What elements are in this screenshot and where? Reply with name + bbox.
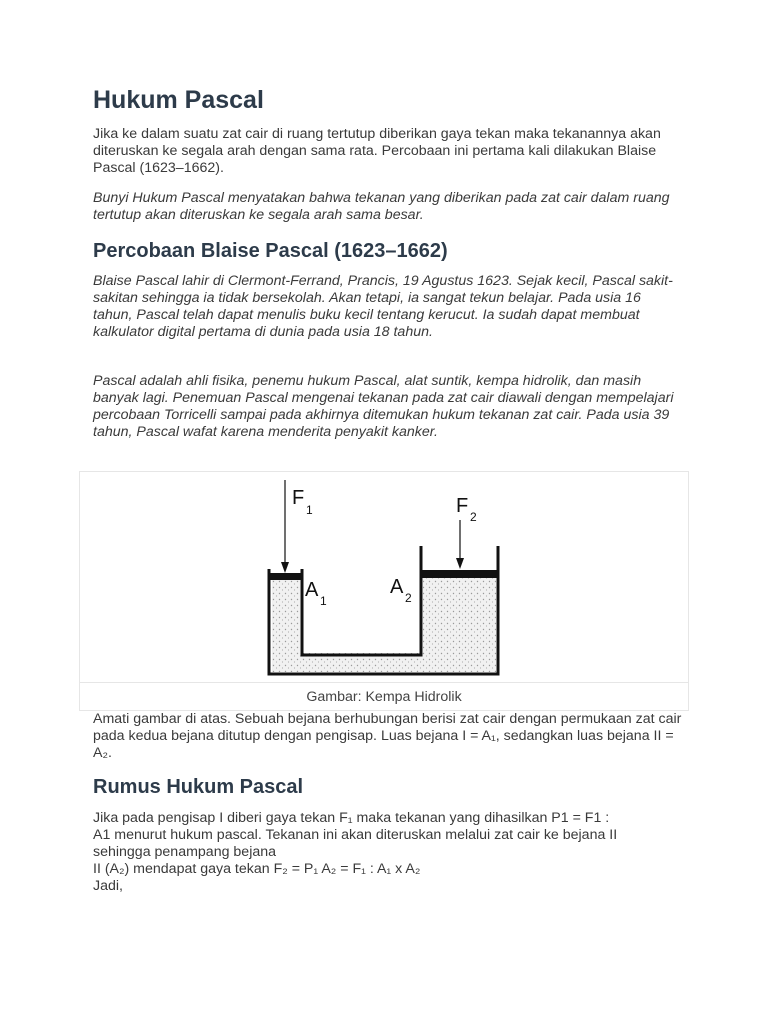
arrow-f1-head xyxy=(281,562,289,573)
label-f2-sub: 2 xyxy=(470,510,477,524)
law-statement: Bunyi Hukum Pascal menyatakan bahwa tekanan yang diberikan pada zat cair dalam ruang tertutup akan diteruskan ke segala arah sama besar. xyxy=(93,190,670,223)
figure-caption: Gambar: Kempa Hidrolik xyxy=(80,682,688,712)
formula-line-1: Jika pada pengisap I diberi gaya tekan F₁ maka tekanan yang dihasilkan P1 = F1 : xyxy=(93,810,610,826)
piston-2 xyxy=(422,570,497,578)
intro-paragraph: Jika ke dalam suatu zat cair di ruang tertutup diberikan gaya tekan maka tekanannya akan diteruskan ke segala arah dengan sama rata. Percobaan ini pertama kali dilakukan Blaise Pascal (1623–1662). xyxy=(93,126,661,176)
label-a1: A xyxy=(305,579,319,601)
bio-paragraph-2: Pascal adalah ahli fisika, penemu hukum Pascal, alat suntik, kempa hidrolik, dan masih banyak lagi. Penemuan Pascal mengenai tekanan pada zat cair diawali dengan mempelajari percobaan Torricelli sampai pada akhirnya ditemukan hukum tekanan zat cair. Pada usia 39 tahun, Pascal wafat karena menderita penyakit kanker. xyxy=(93,373,674,440)
label-a2: A xyxy=(390,576,404,598)
section-heading-rumus: Rumus Hukum Pascal xyxy=(93,776,304,798)
label-a2-sub: 2 xyxy=(405,591,412,605)
page-title: Hukum Pascal xyxy=(93,86,264,114)
formula-line-3: sehingga penampang bejana xyxy=(93,844,277,860)
piston-1 xyxy=(270,573,301,580)
formula-line-4: II (A₂) mendapat gaya tekan F₂ = P₁ A₂ = F₁ : A₁ x A₂ xyxy=(93,861,421,877)
label-f2: F xyxy=(456,495,469,517)
arrow-f2-head xyxy=(456,558,464,569)
label-a1-sub: 1 xyxy=(320,594,327,608)
hydraulic-press-figure xyxy=(79,471,689,711)
label-f1-sub: 1 xyxy=(306,503,313,517)
section-heading-percobaan: Percobaan Blaise Pascal (1623–1662) xyxy=(93,240,448,262)
formula-line-2: A1 menurut hukum pascal. Tekanan ini akan diteruskan melalui zat cair ke bejana II xyxy=(93,827,618,843)
observe-paragraph: Amati gambar di atas. Sebuah bejana berhubungan berisi zat cair dengan permukaan zat cair pada kedua bejana ditutup dengan pengisap. Luas bejana I = A₁, sedangkan luas bejana II = A₂. xyxy=(93,711,682,761)
formula-line-5: Jadi, xyxy=(93,878,123,894)
label-f1: F xyxy=(292,487,305,509)
bio-paragraph-1: Blaise Pascal lahir di Clermont-Ferrand, Prancis, 19 Agustus 1623. Sejak kecil, Pascal sakit-sakitan sehingga ia tidak bersekolah. Akan tetapi, ia sangat tekun belajar. Pada usia 16 tahun, Pascal telah dapat menulis buku kecil tentang kerucut. Ia sudah dapat membuat kalkulator digital pertama di dunia pada usia 18 tahun. xyxy=(93,273,673,340)
hydraulic-press-diagram xyxy=(80,472,688,682)
